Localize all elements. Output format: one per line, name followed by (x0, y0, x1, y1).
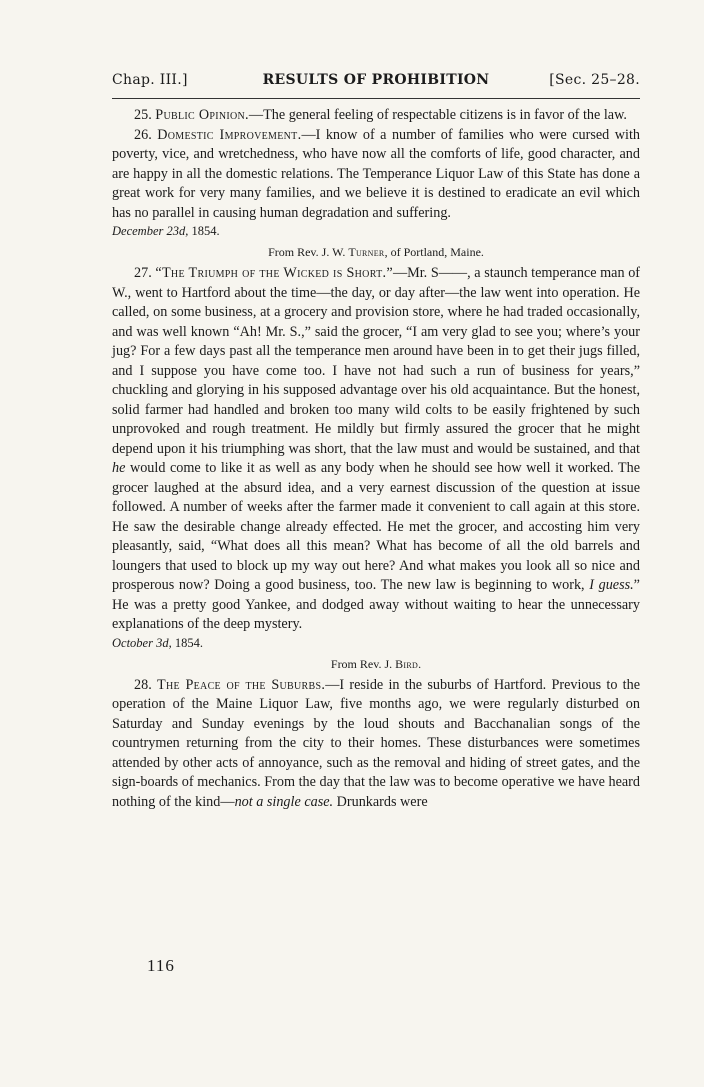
section-heading: Domestic Improvement. (157, 126, 302, 143)
emphasis: not a single case. (234, 793, 334, 810)
attribution-turner (112, 240, 640, 264)
section-number: 25. (134, 107, 152, 123)
section-number: 27. (134, 265, 152, 281)
header-rule (112, 98, 640, 99)
section-text-end: Drunkards were (333, 793, 428, 810)
section-text-end: ” He was a pretty good Yankee, and dodged away without waiting to hear the unnecessary explanations of the deep mystery. (112, 577, 640, 632)
section-25 (112, 106, 640, 126)
date-line (112, 223, 640, 240)
section-range: [Sec. 25–28. (549, 72, 640, 88)
section-27 (112, 264, 640, 635)
running-title: RESULTS OF PROHIBITION (262, 72, 490, 88)
section-text-cont: would come to like it as well as any body when he should see how well it worked. The grocer laughed at the absurd idea, and a very earnest discussion of the question at issue followed. A number of weeks after the farmer made it convenient to call again at this store. He saw the desirable change already effected. He met the grocer, and accosting him very pleasantly, said, “What does all this mean? What has become of all the old barrels and loungers that used to block up my way out here? And what makes you look all so nice and prosperous now? Doing a good business, too. The new law is beginning to work, (112, 460, 640, 593)
emphasis: I guess. (589, 577, 634, 593)
chapter-label: Chap. III.] (112, 72, 188, 88)
section-28 (112, 676, 640, 813)
emphasis: he (112, 460, 126, 476)
section-heading: “The Triumph of the Wicked is Short.” (155, 265, 393, 281)
section-text: —Mr. S——, a staunch temperance man of W., went to Hartford about the time—the day, or day after—the law went into operation. He called, on some business, at a grocery and provision store, where he had traded occasionally, and was well known “Ah! Mr. S.,” said the grocer, “I am very glad to see you; where’s your jug? For a few days past all the temperance men around have been in to get their jugs filled, and I suppose you have come too. I have not had such a run of business for years,” chuckling and glorying in his supposed advantage over his old acquaintance. But the honest, solid farmer had handled and broken too many wild colts to be easily frightened by such unprovoked and rough treatment. He mildly but firmly assured the grocer that he might depend upon it his triumphing was short, that the law must and would be sustained, and that (112, 265, 641, 457)
date-year: 1854. (191, 224, 220, 238)
page-number: 116 (147, 956, 175, 975)
section-text: —The general feeling of respectable citizens is in favor of the law. (248, 107, 627, 123)
section-number: 26. (134, 126, 152, 143)
attribution-bird (112, 652, 640, 676)
page-body (112, 106, 640, 812)
attribution-name: Turner (348, 245, 385, 259)
attribution-prefix: From Rev. J. W. (268, 245, 346, 259)
attribution-suffix: . (418, 656, 422, 671)
date-text: December 23d, (112, 224, 189, 238)
section-text: —I know of a number of families who were cursed with poverty, vice, and wretchedness, who have now all the comforts of life, good character, and are happy in all the domestic relations. The Temperance Liquor Law of this State has done a great work for very many families, and we believe it is destined to eradicate an evil which has no parallel in causing human degradation and suffering. (112, 126, 640, 221)
date-line (112, 635, 640, 652)
date-text: October 3d, (112, 635, 172, 650)
running-header (112, 72, 640, 94)
attribution-name: Bird (395, 656, 419, 671)
section-26 (112, 126, 640, 224)
date-year: 1854. (174, 635, 203, 650)
attribution-prefix: From Rev. J. (330, 656, 393, 671)
attribution-suffix: , of Portland, Maine. (384, 245, 484, 259)
section-heading: The Peace of the Suburbs. (157, 676, 326, 693)
section-text: —I reside in the suburbs of Hartford. Previous to the operation of the Maine Liquor Law, five months ago, we were regularly disturbed on Saturday and Sunday evenings by the loud shouts and Bacchanalian songs of the countrymen returning from the city to their homes. These disturbances were sometimes attended by other acts of annoyance, such as the removal and hiding of street gates, and the sign-boards of mechanics. From the day that the law was to become operative we have heard nothing of the kind— (112, 676, 641, 810)
section-number: 28. (134, 676, 152, 693)
section-heading: Public Opinion. (155, 107, 249, 123)
